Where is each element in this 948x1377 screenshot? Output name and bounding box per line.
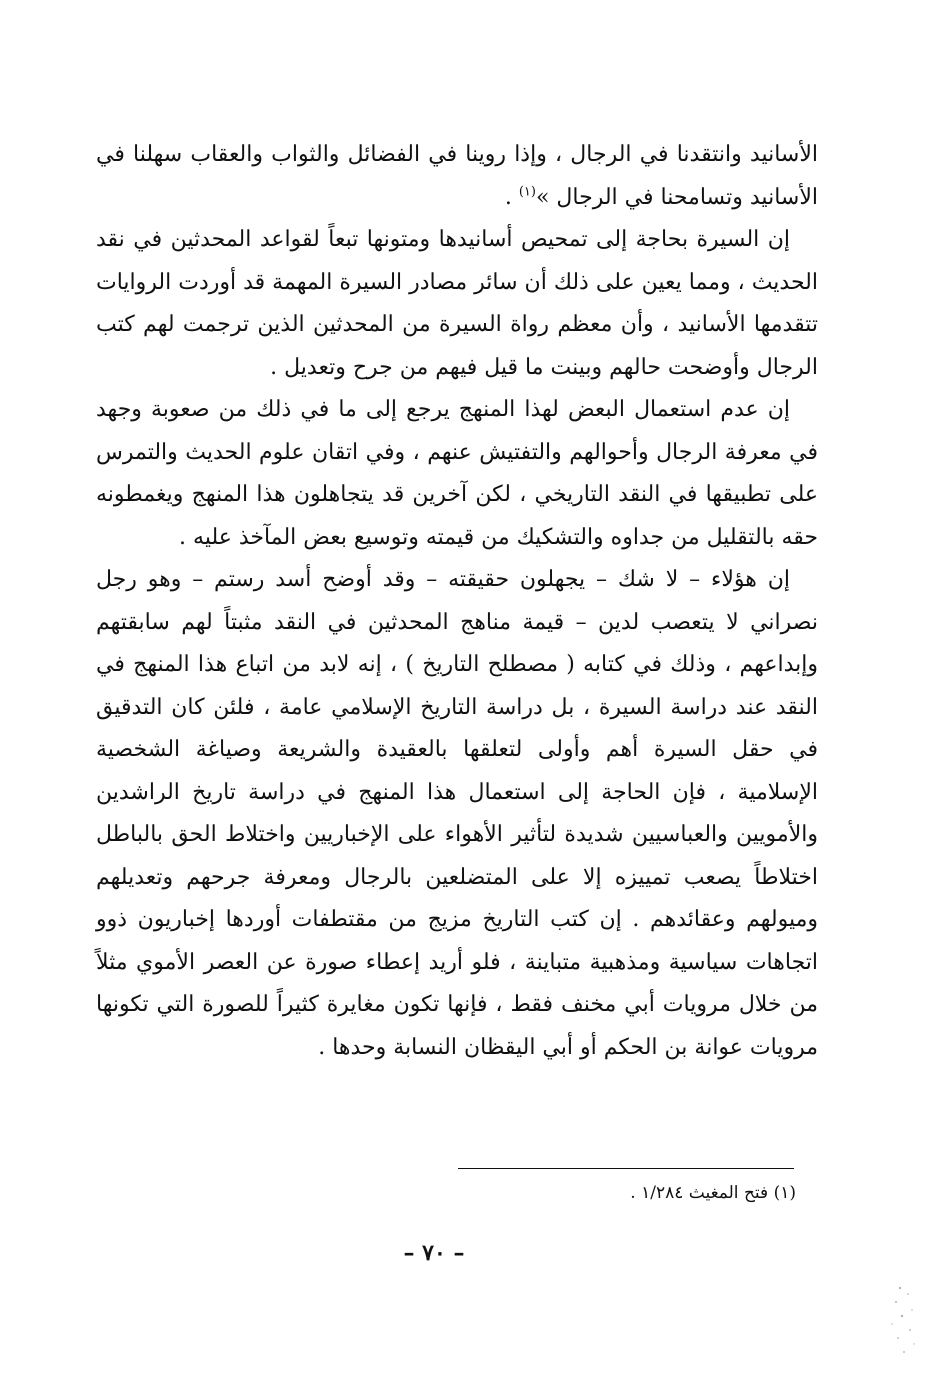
footnote-divider [458, 1168, 794, 1169]
footnote: (١) فتح المغيث ١/٢٨٤ . [630, 1183, 796, 1203]
body-text [96, 134, 818, 1069]
paragraph-2: إن السيرة بحاجة إلى تمحيص أسانيدها ومتونها تبعاً لقواعد المحدثين في نقد الحديث ، ومما يعين على ذلك أن سائر مصادر السيرة المهمة قد أوردت الروايات تتقدمها الأسانيد ، وأن معظم رواة السيرة من المحدثين الذين ترجمت لهم كتب الرجال وأوضحت حالهم وبينت ما قيل فيهم من جرح وتعديل . [96, 227, 818, 380]
page-number: – ٧٠ – [403, 1240, 465, 1266]
scan-speckle-marks [870, 1280, 930, 1360]
paragraph-1 [96, 134, 818, 219]
paragraph-3: إن عدم استعمال البعض لهذا المنهج يرجع إلى ما في ذلك من صعوبة وجهد في معرفة الرجال وأحوالهم والتفتيش عنهم ، وفي اتقان علوم الحديث والتمرس على تطبيقها في النقد التاريخي ، لكن آخرين قد يتجاهلون هذا المنهج ويغمطونه حقه بالتقليل من جداوه والتشكيك من قيمته وتوسيع بعض المآخذ عليه . [96, 397, 818, 550]
footnote-reference: (١) [518, 184, 536, 200]
paragraph-1-tail: . [504, 184, 519, 210]
paragraph-4: إن هؤلاء – لا شك – يجهلون حقيقته – وقد أوضح أسد رستم – وهو رجل نصراني لا يتعصب لدين – قيمة مناهج المحدثين في النقد مثبتاً لهم سابقتهم وإبداعهم ، وذلك في كتابه ( مصطلح التاريخ ) ، إنه لابد من اتباع هذا المنهج في النقد عند دراسة السيرة ، بل دراسة التاريخ الإسلامي عامة ، فلئن كان التدقيق في حقل السيرة أهم وأولى لتعلقها بالعقيدة والشريعة وصياغة الشخصية الإسلامية ، فإن الحاجة إلى استعمال هذا المنهج في دراسة تاريخ الراشدين والأمويين والعباسيين شديدة لتأثير الأهواء على الإخباريين واختلاط الحق بالباطل اختلاطاً يصعب تمييزه إلا على المتضلعين بالرجال ومعرفة جرحهم وتعديلهم وميولهم وعقائدهم . إن كتب التاريخ مزيج من مقتطفات أوردها إخباريون ذوو اتجاهات سياسية ومذهبية متباينة ، فلو أريد إعطاء صورة عن العصر الأموي مثلاً من خلال مرويات أبي مخنف فقط ، فإنها تكون مغايرة كثيراً للصورة التي تكونها مرويات عوانة بن الحكم أو أبي اليقظان النسابة وحدها . [96, 567, 818, 1060]
paragraph-1-text: الأسانيد وانتقدنا في الرجال ، وإذا روينا في الفضائل والثواب والعقاب سهلنا في الأسانيد وتسامحنا في الرجال » [96, 142, 818, 210]
